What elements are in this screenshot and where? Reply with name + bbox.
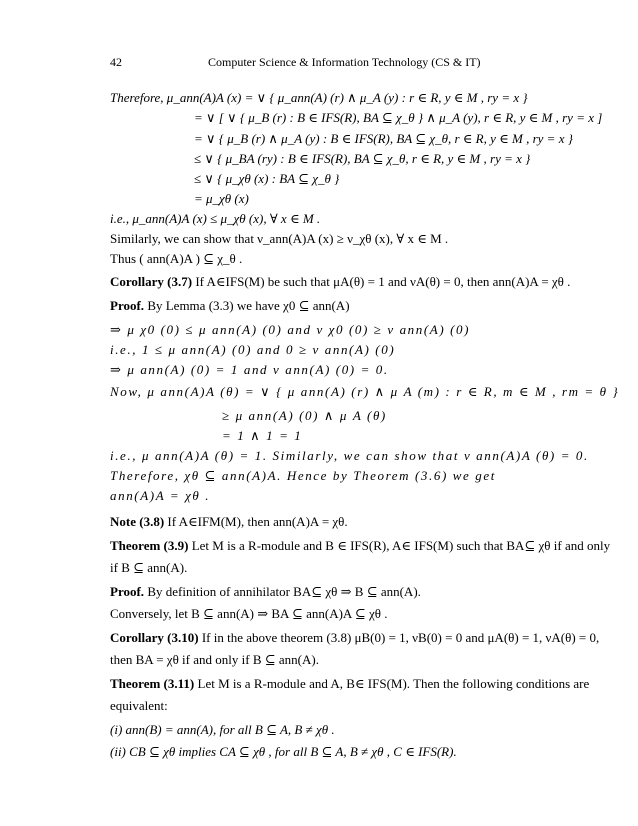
now-line: Now, μ ann(A)A (θ) = ∨ { μ ann(A) (r) ∧ μ A (m) : r ∈ R, m ∈ M , rm = θ } [110, 384, 620, 399]
corollary-3-10-label: Corollary (3.10) [110, 630, 199, 645]
proof-line-5: ≤ ∨ { μ_χθ (x) : BA ⊆ χ_θ } [194, 171, 340, 186]
proof-line-1: Therefore, μ_ann(A)A (x) = ∨ { μ_ann(A) (r) ∧ μ_A (y) : r ∈ R, y ∈ M , ry = x } [110, 90, 528, 105]
condition-ii: (ii) CB ⊆ χθ implies CA ⊆ χθ , for all B ⊆ A, B ≠ χθ , C ∈ IFS(R). [110, 744, 457, 759]
corollary-3-10 [110, 630, 599, 646]
theorem-3-11-text: Let M is a R-module and A, B∈ IFS(M). Then the following conditions are [194, 676, 590, 691]
conversely-line: Conversely, let B ⊆ ann(A) ⇒ BA ⊆ ann(A)A ⊆ χθ . [110, 606, 388, 621]
implication-line-3: ⇒ μ ann(A) (0) = 1 and ν ann(A) (0) = 0. [110, 362, 389, 377]
condition-i: (i) ann(B) = ann(A), for all B ⊆ A, B ≠ χθ . [110, 722, 335, 737]
proof-line-2: = ∨ [ ∨ { μ_B (r) : B ∈ IFS(R), BA ⊆ χ_θ } ∧ μ_A (y), r ∈ R, y ∈ M , ry = x ] [194, 110, 603, 125]
now-line-2: ≥ μ ann(A) (0) ∧ μ A (θ) [222, 408, 387, 423]
proof-label: Proof. [110, 298, 145, 313]
equivalent-line: equivalent: [110, 698, 168, 713]
theorem-3-9-label: Theorem (3.9) [110, 538, 189, 553]
implication-line-1: ⇒ μ χ0 (0) ≤ μ ann(A) (0) and ν χ0 (0) ≥ ν ann(A) (0) [110, 322, 471, 337]
proof-line-7: i.e., μ_ann(A)A (x) ≤ μ_χθ (x), ∀ x ∈ M . [110, 211, 321, 226]
therefore-line: Therefore, χθ ⊆ ann(A)A. Hence by Theorem (3.6) we get [110, 468, 496, 483]
proof-lemma-text: By Lemma (3.3) we have χ0 ⊆ ann(A) [144, 298, 350, 313]
running-title: Computer Science & Information Technology (CS & IT) [208, 55, 481, 69]
proof-3-9-text: By definition of annihilator BA⊆ χθ ⇒ B ⊆ ann(A). [144, 584, 421, 599]
proof-3-9 [110, 584, 421, 600]
theorem-3-9-text: Let M is a R-module and B ∈ IFS(R), A∈ IFS(M) such that BA⊆ χθ if and only [188, 538, 611, 553]
proof-3-9-label: Proof. [110, 584, 145, 599]
corollary-3-7-label: Corollary (3.7) [110, 274, 193, 289]
corollary-3-7-text: If A∈IFS(M) be such that μA(θ) = 1 and νA(θ) = 0, then ann(A)A = χθ . [192, 274, 571, 289]
theorem-3-9 [110, 538, 610, 554]
corollary-3-10-text: If in the above theorem (3.8) μB(0) = 1, νB(0) = 0 and μA(θ) = 1, νA(θ) = 0, [198, 630, 600, 645]
proof-line-8: Similarly, we can show that ν_ann(A)A (x) ≥ ν_χθ (x), ∀ x ∈ M . [110, 231, 449, 246]
theorem-3-11-label: Theorem (3.11) [110, 676, 195, 691]
now-line-3: = 1 ∧ 1 = 1 [222, 428, 303, 443]
page-number: 42 [110, 55, 122, 69]
proof-line-4: ≤ ∨ { μ_BA (ry) : B ∈ IFS(R), BA ⊆ χ_θ, r ∈ R, y ∈ M , ry = x } [194, 151, 531, 166]
theorem-3-11 [110, 676, 589, 692]
proof-lemma [110, 298, 350, 314]
corollary-3-10-cont: then BA = χθ if and only if B ⊆ ann(A). [110, 652, 319, 667]
implication-line-2: i.e., 1 ≤ μ ann(A) (0) and 0 ≥ ν ann(A) (0) [110, 342, 396, 357]
corollary-3-7 [110, 274, 570, 290]
note-3-8-text: If A∈IFM(M), then ann(A)A = χθ. [164, 514, 348, 529]
note-3-8-label: Note (3.8) [110, 514, 165, 529]
conclusion-line: ann(A)A = χθ . [110, 488, 211, 503]
theorem-3-9-cont: if B ⊆ ann(A). [110, 560, 188, 575]
proof-line-3: = ∨ { μ_B (r) ∧ μ_A (y) : B ∈ IFS(R), BA ⊆ χ_θ, r ∈ R, y ∈ M , ry = x } [194, 131, 573, 146]
similarly-line: i.e., μ ann(A)A (θ) = 1. Similarly, we can show that ν ann(A)A (θ) = 0. [110, 448, 589, 463]
note-3-8 [110, 514, 348, 530]
proof-line-6: = μ_χθ (x) [194, 191, 249, 206]
proof-line-9: Thus ( ann(A)A ) ⊆ χ_θ . [110, 251, 243, 266]
